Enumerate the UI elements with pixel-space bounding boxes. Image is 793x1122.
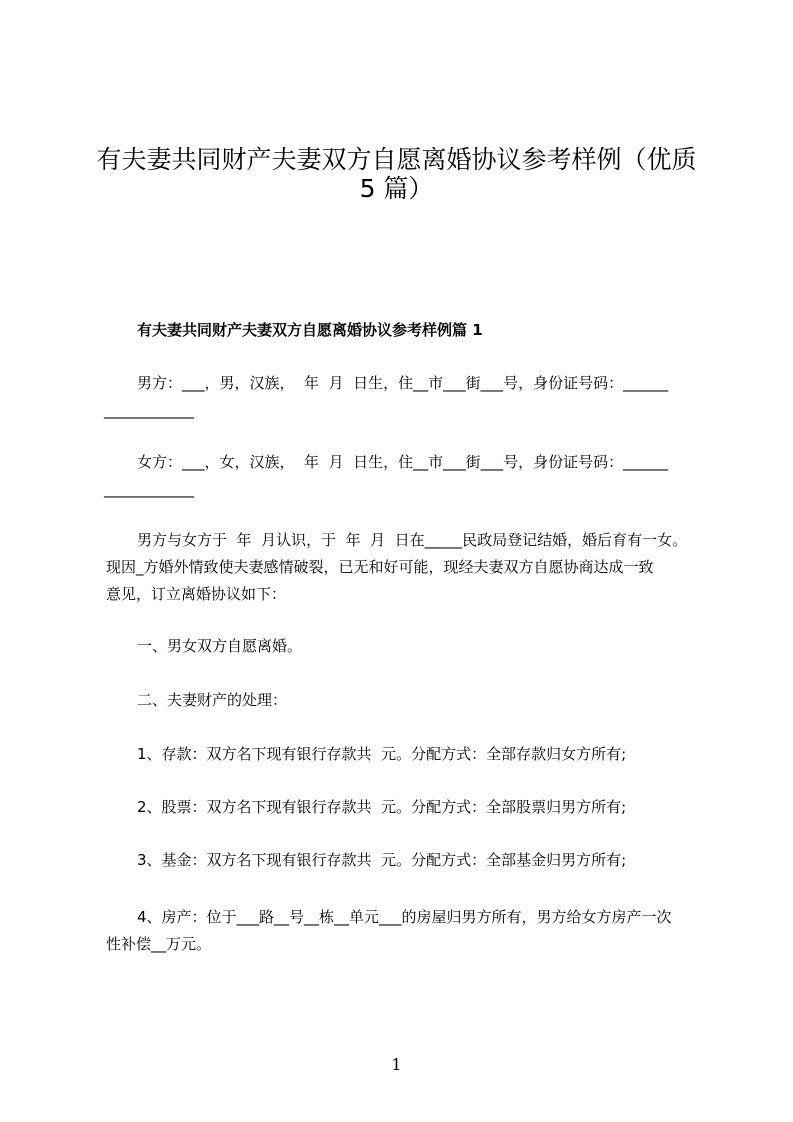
clause-1: 一、男女双方自愿离婚。	[137, 637, 303, 655]
title-line-2: 5 篇）	[359, 174, 434, 203]
intro-line-2: 现因_方婚外情致使夫妻感情破裂，已无和好可能，现经夫妻双方自愿协商达成一致	[106, 558, 654, 576]
page-number: 1	[391, 1055, 402, 1074]
document-title	[90, 145, 703, 203]
item-2: 2、股票：双方名下现有银行存款共 元。分配方式：全部股票归男方所有;	[137, 798, 627, 816]
intro-line-1: 男方与女方于 年 月认识，于 年 月 日在_____民政局登记结婚，婚后育有一女。	[137, 531, 688, 549]
title-line-1: 有夫妻共同财产夫妻双方自愿离婚协议参考样例（优质	[96, 145, 697, 174]
item-1: 1、存款：双方名下现有银行存款共 元。分配方式：全部存款归女方所有;	[137, 745, 627, 763]
man-info-line-2: ____________	[104, 401, 194, 419]
item-3: 3、基金：双方名下现有银行存款共 元。分配方式：全部基金归男方所有;	[137, 851, 627, 869]
item-4-line-2: 性补偿__万元。	[106, 935, 212, 953]
section-title: 有夫妻共同财产夫妻双方自愿离婚协议参考样例篇 1	[137, 321, 483, 339]
intro-line-3: 意见，订立离婚协议如下：	[106, 585, 287, 603]
man-info-line-1: 男方：___，男，汉族， 年 月 日生，住__市___街___号，身份证号码：______	[137, 374, 669, 392]
item-4-line-1: 4、房产：位于___路__号__栋__单元___的房屋归男方所有，男方给女方房产一次	[137, 908, 672, 926]
clause-2: 二、夫妻财产的处理：	[137, 691, 288, 709]
woman-info-line-2: ____________	[104, 480, 194, 498]
woman-info-line-1: 女方：___，女，汉族， 年 月 日生，住__市___街___号，身份证号码：______	[137, 453, 669, 471]
